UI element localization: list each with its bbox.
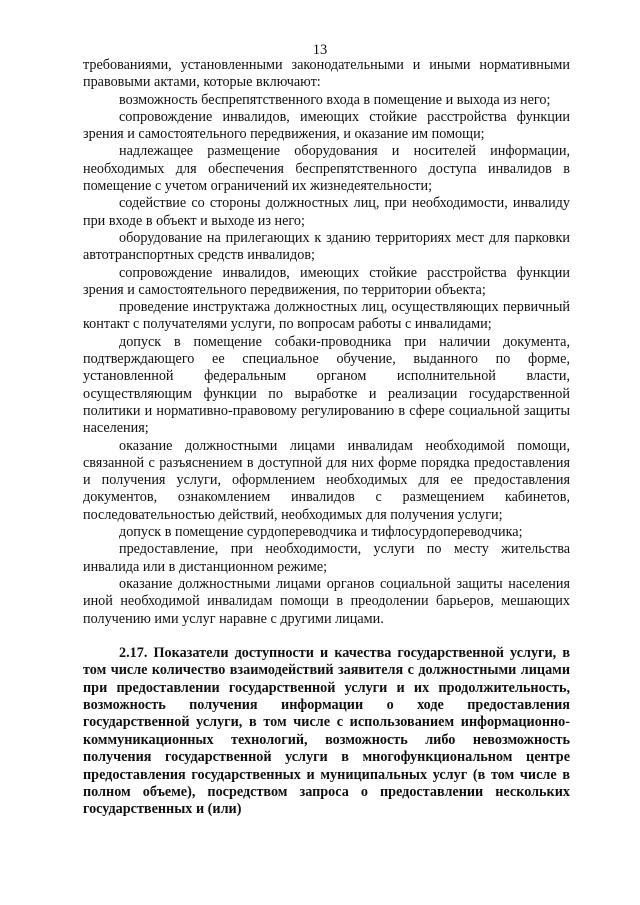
paragraph-other-help: оказание должностными лицами органов социальной защиты населения иной необходимой инвалидам помощи в преодолении барьеров, мешающих получению ими услуг наравне с другими лицами. [83,575,570,627]
page-number: 13 [312,42,328,58]
paragraph-official-assistance: содействие со стороны должностных лиц, при необходимости, инвалиду при входе в объект и выходе из него; [83,195,570,229]
paragraph-escort-assistance: сопровождение инвалидов, имеющих стойкие расстройства функции зрения и самостоятельного передвижения, и оказание им помощи; [83,108,570,143]
section-spacer [83,628,570,645]
paragraph-equipment-placement: надлежащее размещение оборудования и носителей информации, необходимых для обеспечения беспрепятственного доступа инвалидов в помещение с учетом ограничений их жизнедеятельности; [83,143,570,195]
paragraph-entry-access: возможность беспрепятственного входа в помещение и выхода из него; [119,91,551,108]
paragraph-sign-interpreter: допуск в помещение сурдопереводчика и тифлосурдопереводчика; [119,524,523,541]
section-heading-2-17: 2.17. Показатели доступности и качества государственной услуги, в том числе количество взаимодействий заявителя с должностными лицами при предоставлении государственной услуги и их продолжительность, возможность получения информации о ходе предоставления государственной услуги, в том числе с использованием информационно-коммуникационных технологий, возможность либо невозможность получения государственной услуги в многофункциональном центре предоставления государственных и муниципальных услуг (в том числе в полном объеме), посредством запроса о предоставлении нескольких государственных и (или) [83,644,570,818]
body-text [83,57,570,819]
paragraph-remote-service: предоставление, при необходимости, услуги по месту жительства инвалида или в дистанционном режиме; [83,541,570,575]
paragraph-explanation-help: оказание должностными лицами инвалидам необходимой помощи, связанной с разъяснением в доступной для них форме порядка предоставления и получения услуги, оформлением необходимых для ее предоставления документов, ознакомлением инвалидов с размещением кабинетов, последовательностью действий, необходимых для получения услуги; [83,437,570,523]
paragraph-escort-territory: сопровождение инвалидов, имеющих стойкие расстройства функции зрения и самостоятельного передвижения, по территории объекта; [83,264,570,298]
paragraph-parking: оборудование на прилегающих к зданию территориях мест для парковки автотранспортных средств инвалидов; [83,229,570,264]
paragraph-intro: требованиями, установленными законодательными и иными нормативными правовыми актами, которые включают: [83,57,570,91]
paragraph-staff-briefing: проведение инструктажа должностных лиц, осуществляющих первичный контакт с получателями услуги, по вопросам работы с инвалидами; [83,299,570,333]
paragraph-guide-dog: допуск в помещение собаки-проводника при наличии документа, подтверждающего ее специальное обучение, выданного по форме, установленной федеральным органом исполнительной власти, осуществляющим функции по выработке и реализации государственной политики и нормативно-правовому регулированию в сфере социальной защиты населения; [83,333,570,437]
